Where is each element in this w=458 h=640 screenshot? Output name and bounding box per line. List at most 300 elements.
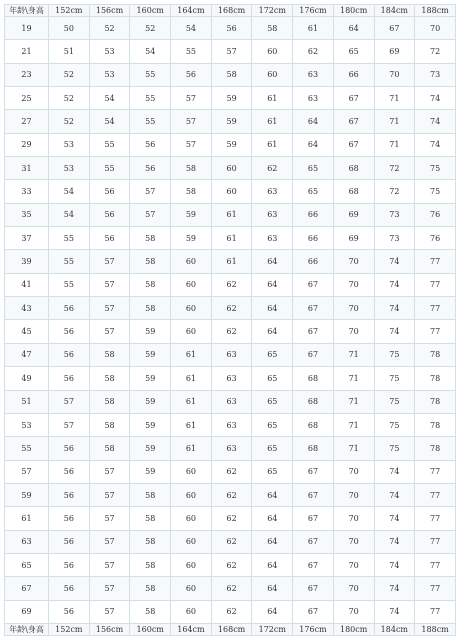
- weight-cell: 57: [89, 320, 130, 343]
- weight-cell: 52: [49, 63, 90, 86]
- weight-cell: 75: [415, 157, 456, 180]
- height-header: 160cm: [130, 5, 171, 17]
- weight-cell: 75: [374, 413, 415, 436]
- weight-cell: 60: [171, 600, 212, 623]
- weight-cell: 65: [333, 40, 374, 63]
- corner-footer: 年龄\身高: [5, 624, 49, 636]
- weight-cell: 60: [171, 507, 212, 530]
- weight-cell: 53: [89, 40, 130, 63]
- age-cell: 59: [5, 483, 49, 506]
- table-row: [5, 413, 456, 436]
- weight-cell: 60: [171, 577, 212, 600]
- weight-cell: 56: [130, 133, 171, 156]
- weight-cell: 67: [293, 530, 334, 553]
- weight-cell: 60: [211, 180, 252, 203]
- weight-cell: 62: [211, 507, 252, 530]
- weight-cell: 64: [252, 577, 293, 600]
- weight-cell: 66: [293, 227, 334, 250]
- weight-cell: 60: [171, 530, 212, 553]
- table-row: [5, 530, 456, 553]
- weight-cell: 78: [415, 437, 456, 460]
- weight-cell: 62: [211, 320, 252, 343]
- weight-cell: 70: [333, 250, 374, 273]
- height-header: 164cm: [171, 5, 212, 17]
- height-footer: 188cm: [415, 624, 456, 636]
- age-cell: 57: [5, 460, 49, 483]
- age-cell: 23: [5, 63, 49, 86]
- weight-cell: 58: [130, 273, 171, 296]
- height-footer: 184cm: [374, 624, 415, 636]
- weight-cell: 53: [89, 63, 130, 86]
- weight-cell: 62: [211, 297, 252, 320]
- table-row: [5, 390, 456, 413]
- weight-cell: 64: [333, 17, 374, 40]
- weight-cell: 58: [252, 17, 293, 40]
- weight-cell: 56: [89, 180, 130, 203]
- height-header: 176cm: [293, 5, 334, 17]
- weight-cell: 74: [374, 297, 415, 320]
- weight-cell: 58: [211, 63, 252, 86]
- weight-cell: 59: [130, 367, 171, 390]
- height-footer: 168cm: [211, 624, 252, 636]
- weight-cell: 55: [89, 157, 130, 180]
- weight-cell: 55: [130, 63, 171, 86]
- weight-cell: 56: [89, 203, 130, 226]
- weight-cell: 71: [333, 437, 374, 460]
- weight-cell: 67: [293, 460, 334, 483]
- weight-cell: 57: [130, 203, 171, 226]
- weight-cell: 74: [415, 87, 456, 110]
- weight-cell: 74: [374, 507, 415, 530]
- weight-cell: 70: [333, 273, 374, 296]
- table-row: [5, 227, 456, 250]
- weight-cell: 59: [171, 227, 212, 250]
- weight-cell: 60: [171, 483, 212, 506]
- weight-cell: 63: [293, 63, 334, 86]
- weight-cell: 56: [171, 63, 212, 86]
- weight-cell: 67: [293, 553, 334, 576]
- weight-cell: 57: [89, 577, 130, 600]
- weight-cell: 61: [171, 343, 212, 366]
- weight-cell: 69: [333, 203, 374, 226]
- weight-cell: 78: [415, 390, 456, 413]
- weight-cell: 60: [252, 63, 293, 86]
- weight-cell: 68: [293, 413, 334, 436]
- weight-cell: 58: [89, 437, 130, 460]
- weight-cell: 56: [49, 577, 90, 600]
- weight-cell: 67: [293, 343, 334, 366]
- weight-cell: 56: [89, 227, 130, 250]
- weight-cell: 58: [89, 367, 130, 390]
- weight-cell: 59: [130, 390, 171, 413]
- weight-cell: 70: [333, 577, 374, 600]
- age-cell: 19: [5, 17, 49, 40]
- height-header: 180cm: [333, 5, 374, 17]
- table-row: [5, 250, 456, 273]
- weight-cell: 64: [252, 250, 293, 273]
- weight-cell: 67: [293, 483, 334, 506]
- weight-cell: 63: [211, 390, 252, 413]
- weight-cell: 56: [49, 553, 90, 576]
- weight-cell: 58: [89, 343, 130, 366]
- weight-cell: 62: [211, 530, 252, 553]
- weight-cell: 74: [415, 110, 456, 133]
- weight-cell: 64: [252, 320, 293, 343]
- weight-cell: 65: [252, 390, 293, 413]
- weight-cell: 71: [374, 87, 415, 110]
- weight-cell: 77: [415, 600, 456, 623]
- table-row: [5, 507, 456, 530]
- table-row: [5, 203, 456, 226]
- weight-cell: 62: [211, 273, 252, 296]
- weight-cell: 58: [89, 390, 130, 413]
- weight-cell: 61: [252, 87, 293, 110]
- header-row: [5, 5, 456, 17]
- table-row: [5, 273, 456, 296]
- weight-cell: 61: [252, 110, 293, 133]
- height-footer: 156cm: [89, 624, 130, 636]
- weight-cell: 56: [49, 460, 90, 483]
- weight-cell: 64: [293, 133, 334, 156]
- weight-cell: 63: [252, 180, 293, 203]
- weight-cell: 51: [49, 40, 90, 63]
- age-cell: 39: [5, 250, 49, 273]
- weight-cell: 67: [293, 507, 334, 530]
- weight-cell: 72: [374, 157, 415, 180]
- weight-cell: 77: [415, 250, 456, 273]
- weight-cell: 74: [374, 553, 415, 576]
- weight-cell: 70: [333, 553, 374, 576]
- weight-cell: 61: [171, 390, 212, 413]
- weight-cell: 64: [252, 507, 293, 530]
- age-cell: 27: [5, 110, 49, 133]
- weight-cell: 57: [211, 40, 252, 63]
- weight-cell: 50: [49, 17, 90, 40]
- footer-row: [5, 624, 456, 636]
- weight-cell: 71: [374, 133, 415, 156]
- weight-cell: 59: [130, 460, 171, 483]
- weight-cell: 58: [130, 530, 171, 553]
- weight-cell: 54: [171, 17, 212, 40]
- weight-cell: 67: [293, 297, 334, 320]
- weight-cell: 72: [374, 180, 415, 203]
- weight-cell: 67: [293, 320, 334, 343]
- age-cell: 51: [5, 390, 49, 413]
- weight-cell: 62: [211, 460, 252, 483]
- age-cell: 53: [5, 413, 49, 436]
- weight-cell: 61: [171, 413, 212, 436]
- weight-cell: 65: [293, 157, 334, 180]
- weight-cell: 60: [171, 460, 212, 483]
- weight-cell: 59: [171, 203, 212, 226]
- weight-cell: 58: [130, 507, 171, 530]
- weight-cell: 65: [252, 413, 293, 436]
- weight-cell: 70: [333, 320, 374, 343]
- height-footer: 160cm: [130, 624, 171, 636]
- weight-cell: 55: [49, 273, 90, 296]
- weight-cell: 72: [415, 40, 456, 63]
- weight-cell: 66: [333, 63, 374, 86]
- weight-cell: 75: [374, 390, 415, 413]
- weight-cell: 74: [374, 460, 415, 483]
- table-row: [5, 297, 456, 320]
- weight-cell: 58: [130, 250, 171, 273]
- weight-cell: 70: [333, 460, 374, 483]
- weight-cell: 62: [211, 577, 252, 600]
- weight-cell: 67: [293, 273, 334, 296]
- age-cell: 31: [5, 157, 49, 180]
- weight-cell: 75: [374, 343, 415, 366]
- weight-cell: 67: [293, 600, 334, 623]
- weight-cell: 57: [89, 273, 130, 296]
- table-row: [5, 157, 456, 180]
- weight-cell: 55: [89, 133, 130, 156]
- table-row: [5, 460, 456, 483]
- weight-cell: 70: [374, 63, 415, 86]
- age-cell: 41: [5, 273, 49, 296]
- weight-cell: 57: [89, 460, 130, 483]
- weight-cell: 61: [211, 203, 252, 226]
- weight-cell: 66: [293, 250, 334, 273]
- weight-cell: 67: [333, 110, 374, 133]
- weight-cell: 52: [49, 110, 90, 133]
- weight-cell: 64: [252, 273, 293, 296]
- age-cell: 67: [5, 577, 49, 600]
- weight-cell: 58: [89, 413, 130, 436]
- age-cell: 55: [5, 437, 49, 460]
- weight-cell: 74: [374, 320, 415, 343]
- weight-cell: 57: [89, 553, 130, 576]
- weight-cell: 70: [415, 17, 456, 40]
- weight-cell: 62: [211, 553, 252, 576]
- weight-cell: 68: [293, 390, 334, 413]
- weight-cell: 56: [211, 17, 252, 40]
- age-cell: 65: [5, 553, 49, 576]
- weight-cell: 58: [130, 227, 171, 250]
- weight-cell: 56: [49, 483, 90, 506]
- age-cell: 29: [5, 133, 49, 156]
- weight-cell: 57: [49, 413, 90, 436]
- weight-cell: 67: [374, 17, 415, 40]
- weight-cell: 75: [374, 367, 415, 390]
- weight-cell: 56: [49, 297, 90, 320]
- weight-cell: 77: [415, 460, 456, 483]
- weight-cell: 57: [89, 600, 130, 623]
- weight-cell: 60: [252, 40, 293, 63]
- weight-cell: 64: [252, 483, 293, 506]
- weight-cell: 60: [171, 297, 212, 320]
- weight-cell: 57: [130, 180, 171, 203]
- weight-cell: 55: [130, 110, 171, 133]
- weight-cell: 71: [333, 367, 374, 390]
- weight-cell: 61: [171, 437, 212, 460]
- weight-cell: 71: [333, 343, 374, 366]
- table-row: [5, 320, 456, 343]
- age-cell: 49: [5, 367, 49, 390]
- weight-cell: 65: [252, 437, 293, 460]
- weight-cell: 62: [293, 40, 334, 63]
- weight-cell: 63: [211, 367, 252, 390]
- age-cell: 33: [5, 180, 49, 203]
- weight-cell: 62: [211, 600, 252, 623]
- weight-cell: 68: [293, 437, 334, 460]
- weight-cell: 54: [89, 87, 130, 110]
- age-cell: 25: [5, 87, 49, 110]
- height-header: 172cm: [252, 5, 293, 17]
- table-row: [5, 133, 456, 156]
- weight-cell: 78: [415, 367, 456, 390]
- weight-cell: 70: [333, 600, 374, 623]
- weight-cell: 74: [415, 133, 456, 156]
- weight-cell: 58: [171, 180, 212, 203]
- weight-cell: 63: [211, 413, 252, 436]
- age-cell: 47: [5, 343, 49, 366]
- weight-cell: 68: [333, 157, 374, 180]
- weight-cell: 67: [333, 87, 374, 110]
- weight-cell: 63: [252, 227, 293, 250]
- weight-cell: 76: [415, 227, 456, 250]
- weight-cell: 62: [211, 483, 252, 506]
- weight-cell: 61: [211, 227, 252, 250]
- weight-cell: 65: [252, 460, 293, 483]
- weight-cell: 63: [293, 87, 334, 110]
- age-cell: 69: [5, 600, 49, 623]
- weight-cell: 57: [49, 390, 90, 413]
- weight-cell: 57: [171, 87, 212, 110]
- table-row: [5, 600, 456, 623]
- weight-cell: 57: [89, 250, 130, 273]
- weight-cell: 53: [49, 133, 90, 156]
- weight-cell: 60: [171, 320, 212, 343]
- weight-cell: 57: [89, 530, 130, 553]
- weight-cell: 58: [130, 600, 171, 623]
- weight-cell: 56: [49, 507, 90, 530]
- weight-cell: 70: [333, 483, 374, 506]
- weight-cell: 63: [252, 203, 293, 226]
- weight-cell: 64: [252, 297, 293, 320]
- weight-cell: 57: [171, 110, 212, 133]
- weight-cell: 54: [49, 203, 90, 226]
- weight-cell: 66: [293, 203, 334, 226]
- weight-cell: 68: [293, 367, 334, 390]
- height-footer: 152cm: [49, 624, 90, 636]
- weight-cell: 74: [374, 600, 415, 623]
- age-cell: 35: [5, 203, 49, 226]
- table-row: [5, 553, 456, 576]
- weight-cell: 64: [252, 530, 293, 553]
- height-footer: 172cm: [252, 624, 293, 636]
- weight-cell: 77: [415, 273, 456, 296]
- weight-cell: 59: [130, 320, 171, 343]
- height-header: 152cm: [49, 5, 90, 17]
- weight-cell: 71: [374, 110, 415, 133]
- weight-table: [4, 4, 456, 636]
- table-row: [5, 367, 456, 390]
- height-footer: 180cm: [333, 624, 374, 636]
- weight-cell: 74: [374, 530, 415, 553]
- weight-cell: 77: [415, 297, 456, 320]
- weight-cell: 61: [252, 133, 293, 156]
- weight-cell: 70: [333, 530, 374, 553]
- weight-cell: 54: [49, 180, 90, 203]
- age-cell: 45: [5, 320, 49, 343]
- weight-cell: 56: [130, 157, 171, 180]
- weight-cell: 59: [211, 110, 252, 133]
- weight-cell: 64: [293, 110, 334, 133]
- weight-cell: 69: [374, 40, 415, 63]
- height-footer: 164cm: [171, 624, 212, 636]
- weight-cell: 58: [130, 553, 171, 576]
- weight-cell: 70: [333, 297, 374, 320]
- weight-cell: 73: [374, 227, 415, 250]
- weight-cell: 70: [333, 507, 374, 530]
- weight-cell: 65: [252, 343, 293, 366]
- weight-cell: 55: [49, 227, 90, 250]
- age-cell: 37: [5, 227, 49, 250]
- weight-cell: 65: [252, 367, 293, 390]
- weight-cell: 57: [171, 133, 212, 156]
- weight-cell: 56: [49, 530, 90, 553]
- table-row: [5, 483, 456, 506]
- weight-cell: 71: [333, 413, 374, 436]
- corner-header: 年龄\身高: [5, 5, 49, 17]
- weight-cell: 54: [130, 40, 171, 63]
- weight-cell: 65: [293, 180, 334, 203]
- table-body: [5, 17, 456, 624]
- weight-cell: 53: [49, 157, 90, 180]
- age-cell: 43: [5, 297, 49, 320]
- weight-cell: 62: [252, 157, 293, 180]
- weight-cell: 76: [415, 203, 456, 226]
- weight-cell: 64: [252, 553, 293, 576]
- weight-cell: 71: [333, 390, 374, 413]
- weight-table-container: [4, 4, 456, 636]
- weight-cell: 56: [49, 600, 90, 623]
- age-cell: 61: [5, 507, 49, 530]
- weight-cell: 78: [415, 343, 456, 366]
- weight-cell: 75: [374, 437, 415, 460]
- weight-cell: 60: [171, 250, 212, 273]
- table-row: [5, 40, 456, 63]
- weight-cell: 59: [130, 343, 171, 366]
- age-cell: 21: [5, 40, 49, 63]
- weight-cell: 64: [252, 600, 293, 623]
- table-row: [5, 577, 456, 600]
- weight-cell: 78: [415, 413, 456, 436]
- weight-cell: 54: [89, 110, 130, 133]
- weight-cell: 77: [415, 483, 456, 506]
- weight-cell: 74: [374, 577, 415, 600]
- weight-cell: 77: [415, 553, 456, 576]
- weight-cell: 69: [333, 227, 374, 250]
- age-cell: 63: [5, 530, 49, 553]
- weight-cell: 56: [49, 367, 90, 390]
- table-row: [5, 180, 456, 203]
- weight-cell: 59: [130, 413, 171, 436]
- weight-cell: 61: [293, 17, 334, 40]
- weight-cell: 77: [415, 577, 456, 600]
- weight-cell: 60: [211, 157, 252, 180]
- weight-cell: 52: [49, 87, 90, 110]
- weight-cell: 67: [333, 133, 374, 156]
- weight-cell: 55: [130, 87, 171, 110]
- weight-cell: 74: [374, 483, 415, 506]
- weight-cell: 59: [211, 133, 252, 156]
- weight-cell: 63: [211, 343, 252, 366]
- table-row: [5, 87, 456, 110]
- weight-cell: 67: [293, 577, 334, 600]
- weight-cell: 58: [130, 483, 171, 506]
